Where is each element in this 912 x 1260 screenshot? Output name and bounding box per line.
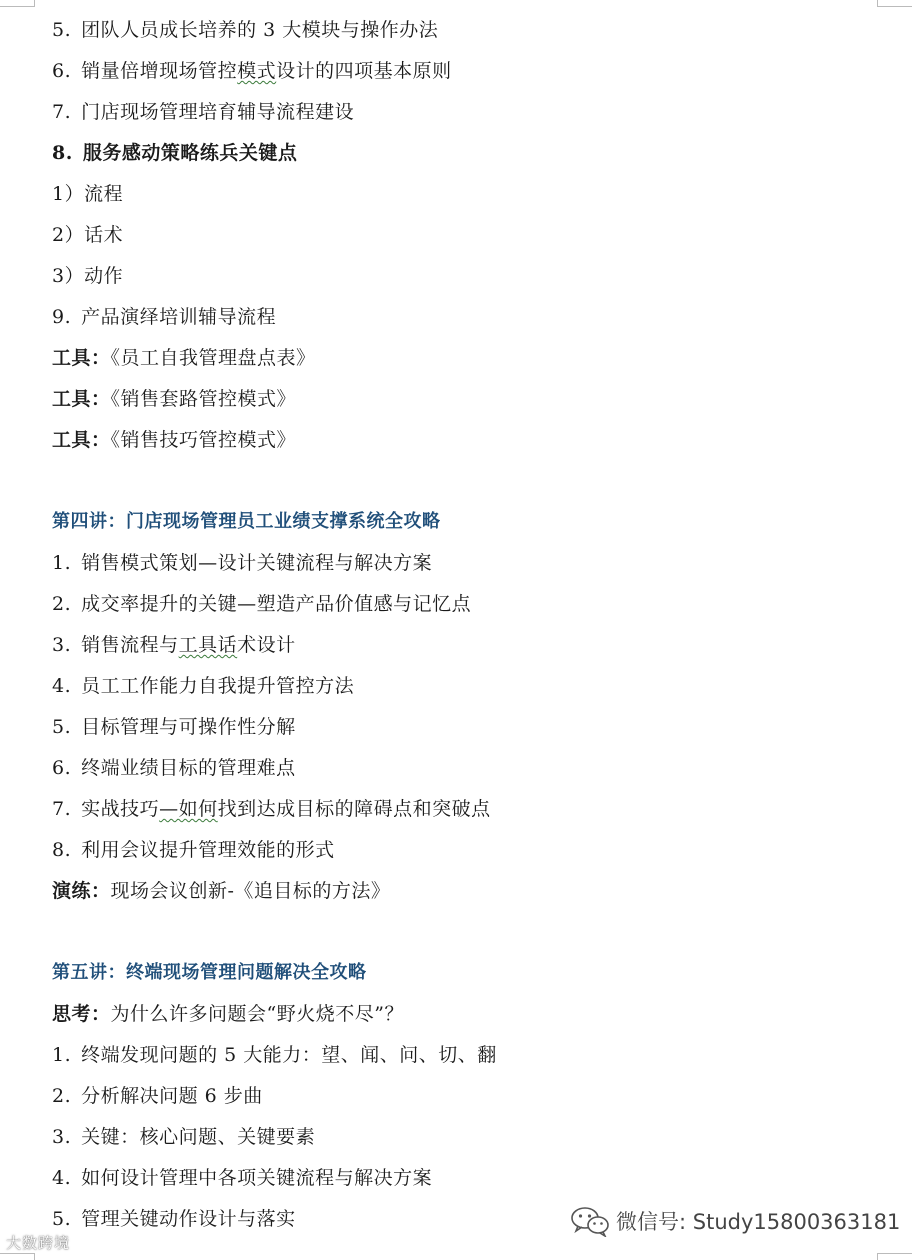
item-text: 成交率提升的关键—塑造产品价值感与记忆点: [81, 593, 472, 615]
list-item: [52, 551, 432, 575]
list-item: [52, 592, 471, 616]
spellcheck-underlined-text: 模式: [237, 60, 277, 82]
item-text: 动作: [84, 265, 124, 287]
item-text: 分析解决问题 6 步曲: [81, 1085, 263, 1107]
think-text: 为什么许多问题会“野火烧不尽”？: [110, 1003, 404, 1025]
item-number: 6.: [52, 60, 72, 82]
list-item: [52, 18, 438, 42]
item-text: 销售流程与: [81, 634, 179, 656]
list-item: [52, 1166, 432, 1190]
item-text: 服务感动策略练兵关键点: [82, 142, 298, 164]
tool-label: 工具：: [52, 388, 111, 410]
item-text: 销售模式策划—设计关键流程与解决方案: [81, 552, 433, 574]
drill-label: 演练：: [52, 880, 111, 902]
item-number: 3.: [52, 634, 72, 656]
item-number: 5.: [52, 1208, 72, 1230]
item-number: 1）: [52, 183, 85, 205]
item-number: 9.: [52, 306, 72, 328]
item-text: 关键：核心问题、关键要素: [81, 1126, 316, 1148]
list-item: [52, 674, 354, 698]
item-number: 3.: [52, 1126, 72, 1148]
watermark-left: [6, 1232, 70, 1253]
item-text: 销量倍增现场管控: [81, 60, 238, 82]
item-text: 终端发现问题的 5 大能力：望、闻、问、切、翻: [81, 1044, 497, 1066]
item-text: 话术: [84, 224, 124, 246]
list-item: [52, 715, 296, 739]
list-item: [52, 1084, 263, 1108]
watermark-left-text: 大数跨境: [6, 1234, 71, 1252]
page-corner-mark: [0, 1253, 35, 1260]
item-text: 术设计: [237, 634, 296, 656]
item-text: 流程: [84, 183, 124, 205]
item-text: 员工工作能力自我提升管控方法: [81, 675, 355, 697]
page-corner-mark: [877, 0, 912, 7]
section-heading: 第五讲：终端现场管理问题解决全攻略: [52, 962, 367, 983]
list-item: [52, 756, 296, 780]
item-text: 团队人员成长培养的 3 大模块与操作办法: [81, 19, 439, 41]
page-corner-mark: [0, 0, 35, 7]
drill-text: 现场会议创新-《追目标的方法》: [110, 880, 391, 902]
item-number: 5.: [52, 716, 72, 738]
item-number: 2）: [52, 224, 85, 246]
list-item: [52, 100, 354, 124]
spellcheck-underlined-text: —如何: [159, 798, 218, 820]
tool-line: [52, 387, 296, 411]
item-text: 目标管理与可操作性分解: [81, 716, 296, 738]
item-text: 找到达成目标的障碍点和突破点: [217, 798, 491, 820]
watermark-right-text: 微信号: Study15800363181: [616, 1210, 901, 1234]
item-number: 1.: [52, 1044, 72, 1066]
item-number: 3）: [52, 265, 85, 287]
list-item: [52, 1207, 296, 1231]
sub-item: [52, 223, 123, 247]
item-text: 门店现场管理培育辅导流程建设: [81, 101, 355, 123]
section-heading: 第四讲：门店现场管理员工业绩支撑系统全攻略: [52, 511, 441, 532]
item-text: 利用会议提升管理效能的形式: [81, 839, 335, 861]
wechat-icon: [570, 1205, 610, 1237]
think-label: 思考：: [52, 1003, 111, 1025]
item-text: 终端业绩目标的管理难点: [81, 757, 296, 779]
tool-label: 工具：: [52, 429, 111, 451]
item-number: 4.: [52, 1167, 72, 1189]
tool-line: [52, 428, 296, 452]
item-number: 4.: [52, 675, 72, 697]
think-line: [52, 1002, 404, 1026]
item-number: 8.: [52, 142, 73, 164]
tool-line: [52, 346, 316, 370]
list-item: [52, 797, 491, 821]
tool-label: 工具：: [52, 347, 111, 369]
item-number: 8.: [52, 839, 72, 861]
item-text: 如何设计管理中各项关键流程与解决方案: [81, 1167, 433, 1189]
item-number: 1.: [52, 552, 72, 574]
list-item: [52, 59, 452, 83]
list-item: [52, 838, 335, 862]
drill-line: [52, 879, 390, 903]
item-number: 2.: [52, 1085, 72, 1107]
item-number: 2.: [52, 593, 72, 615]
watermark-right: [570, 1205, 900, 1237]
tool-text: 《员工自我管理盘点表》: [110, 347, 316, 369]
list-item: [52, 633, 296, 657]
list-item: [52, 1043, 497, 1067]
sub-item: [52, 264, 123, 288]
item-number: 6.: [52, 757, 72, 779]
sub-item: [52, 182, 123, 206]
page-corner-mark: [877, 1253, 912, 1260]
item-text: 实战技巧: [81, 798, 160, 820]
item-number: 7.: [52, 101, 72, 123]
list-item: [52, 305, 276, 329]
list-item-bold: [52, 141, 297, 165]
item-text: 设计的四项基本原则: [276, 60, 452, 82]
item-number: 7.: [52, 798, 72, 820]
tool-text: 《销售技巧管控模式》: [110, 429, 297, 451]
spellcheck-underlined-text: 工具话: [178, 634, 238, 656]
item-text: 产品演绎培训辅导流程: [81, 306, 277, 328]
tool-text: 《销售套路管控模式》: [110, 388, 297, 410]
list-item: [52, 1125, 315, 1149]
item-text: 管理关键动作设计与落实: [81, 1208, 296, 1230]
item-number: 5.: [52, 19, 72, 41]
